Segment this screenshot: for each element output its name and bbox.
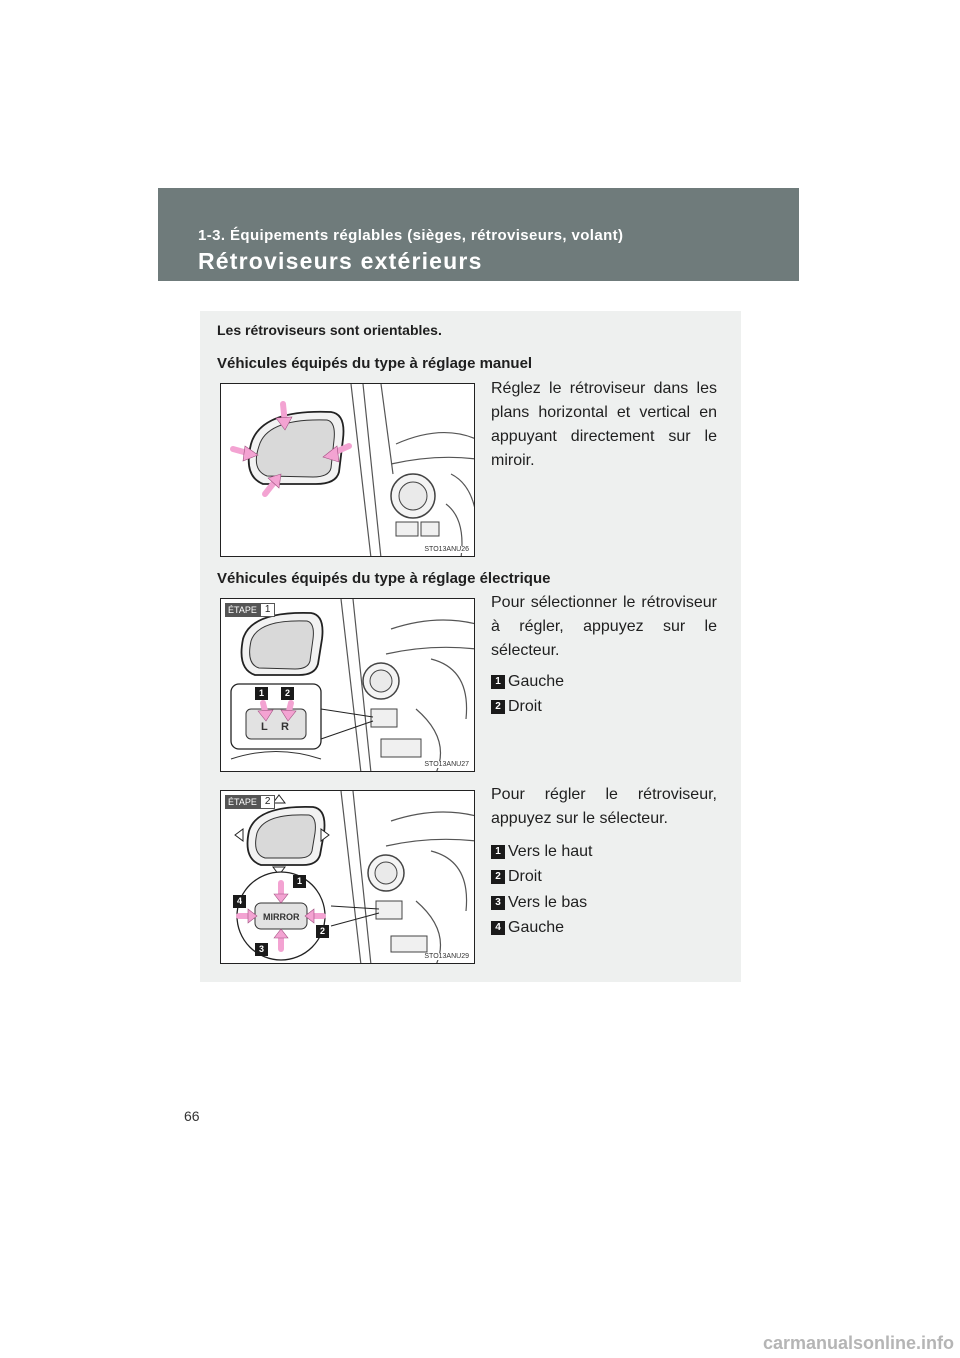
item-label: Droit xyxy=(508,698,542,716)
step1-figure xyxy=(220,598,475,772)
item-number: 1 xyxy=(491,675,505,689)
step-label: ÉTAPE xyxy=(225,795,260,809)
section-header xyxy=(158,188,799,281)
step-label: ÉTAPE xyxy=(225,603,260,617)
list-item xyxy=(491,916,593,942)
step1-badge xyxy=(225,603,275,617)
item-label: Vers le bas xyxy=(508,893,588,911)
callout-4-left: 4 xyxy=(233,895,246,908)
page-number: 66 xyxy=(184,1108,200,1124)
item-number: 4 xyxy=(491,921,505,935)
item-label: Vers le haut xyxy=(508,842,593,860)
manual-mirror-figure xyxy=(220,383,475,557)
step1-illustration xyxy=(221,599,475,772)
callout-2-right: 2 xyxy=(316,925,329,938)
mirror-switch-label: MIRROR xyxy=(263,912,300,922)
figure-code: STO13ANU26 xyxy=(424,546,469,553)
item-label: Gauche xyxy=(508,672,565,690)
item-label: Gauche xyxy=(508,919,565,937)
item-number: 1 xyxy=(491,845,505,859)
step-number: 1 xyxy=(260,603,276,617)
figure-code: STO13ANU27 xyxy=(424,761,469,768)
callout-1-left: 1 xyxy=(255,687,268,700)
switch-right-label: R xyxy=(281,721,289,733)
page-title: Rétroviseurs extérieurs xyxy=(198,248,483,274)
manual-instructions: Réglez le rétroviseur dans les plans horizontal et vertical en appuyant directement sur le miroir. xyxy=(491,380,717,469)
step2-list xyxy=(491,839,593,941)
list-item xyxy=(491,669,564,695)
step2-illustration xyxy=(221,791,475,964)
item-number: 3 xyxy=(491,896,505,910)
list-item xyxy=(491,839,593,865)
manual-mirror-illustration xyxy=(221,384,475,557)
step2-figure xyxy=(220,790,475,964)
manual-heading: Véhicules équipés du type à réglage manuel xyxy=(217,355,533,372)
step1-list xyxy=(491,669,564,720)
item-number: 2 xyxy=(491,870,505,884)
list-item xyxy=(491,695,564,721)
item-label: Droit xyxy=(508,868,542,886)
figure-code: STO13ANU29 xyxy=(424,953,469,960)
callout-1-up: 1 xyxy=(293,875,306,888)
callout-3-down: 3 xyxy=(255,943,268,956)
watermark: carmanualsonline.info xyxy=(762,1333,954,1353)
electric-heading: Véhicules équipés du type à réglage électrique xyxy=(217,570,551,587)
list-item xyxy=(491,865,593,891)
section-title: 1-3. Équipements réglables (sièges, rétroviseurs, volant) xyxy=(198,227,624,244)
intro-text: Les rétroviseurs sont orientables. xyxy=(217,322,442,338)
list-item xyxy=(491,890,593,916)
callout-2-right: 2 xyxy=(281,687,294,700)
step2-instructions: Pour régler le rétroviseur, appuyez sur le sélecteur. xyxy=(491,786,717,827)
item-number: 2 xyxy=(491,700,505,714)
step1-instructions: Pour sélectionner le rétroviseur à régler, appuyez sur le sélecteur. xyxy=(491,594,717,659)
switch-left-label: L xyxy=(261,721,268,733)
step-number: 2 xyxy=(260,795,276,809)
step2-badge xyxy=(225,795,275,809)
